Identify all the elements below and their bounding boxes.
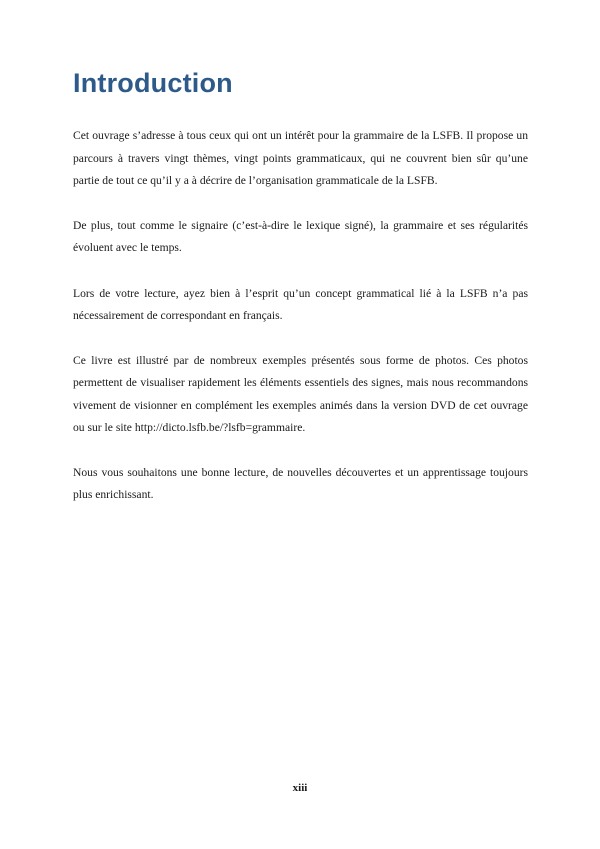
paragraph-concept: Lors de votre lecture, ayez bien à l’esprit qu’un concept grammatical lié à la LSFB n’a pas nécessairement de correspondant en français.	[73, 286, 528, 322]
page-title: Introduction	[73, 68, 233, 98]
paragraph-closing: Nous vous souhaitons une bonne lecture, de nouvelles découvertes et un apprentissage toujours plus enrichissant.	[73, 465, 528, 501]
paragraph-evolution: De plus, tout comme le signaire (c’est-à-dire le lexique signé), la grammaire et ses régularités évoluent avec le temps.	[73, 218, 528, 254]
paragraph-intro: Cet ouvrage s’adresse à tous ceux qui ont un intérêt pour la grammaire de la LSFB. Il propose un parcours à travers vingt thèmes, vingt points grammaticaux, qui ne couvrent bien sûr qu’une partie de tout ce qu’il y a à décrire de l’organisation grammaticale de la LSFB.	[73, 129, 528, 187]
paragraph-illustrations: Ce livre est illustré par de nombreux exemples présentés sous forme de photos. Ces photos permettent de visualiser rapidement les éléments essentiels des signes, mais nous recommandons vivement de visionner en complément les exemples animés dans la version DVD de cet ouvrage ou sur le site http://dicto.lsfb.be/?lsfb=grammaire.	[73, 353, 528, 434]
page-number: xiii	[292, 782, 308, 794]
body-text	[73, 125, 528, 529]
